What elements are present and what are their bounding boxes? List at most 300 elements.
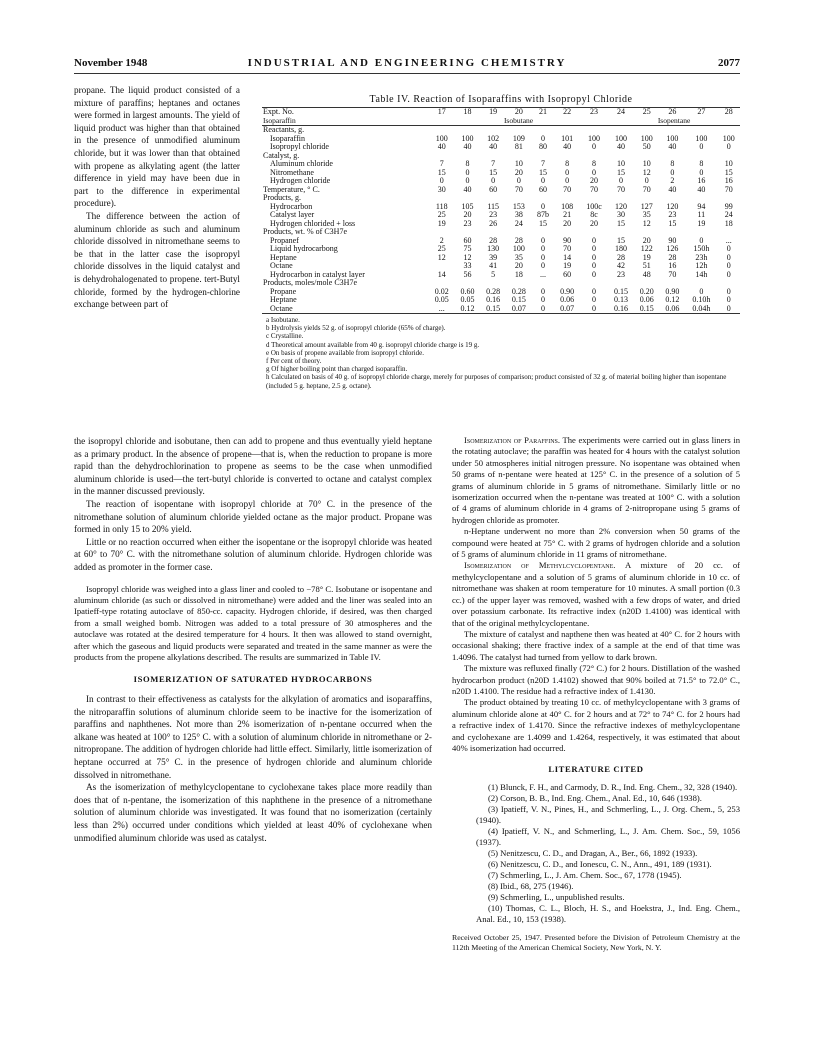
table-cell: 0.06 [639,295,654,304]
table-cell: 38 [514,210,523,219]
table-cell: 0 [540,133,545,143]
table-cell: 0 [644,176,649,185]
header-cell: 18 [455,108,481,117]
table-cell: 0 [516,176,521,185]
table-cell: 0.15 [511,295,526,304]
table-cell: 16 [697,176,706,185]
table-footnote: g Of higher boiling point than charged isoparaffin. [266,365,408,374]
table-cell: 0.16 [608,305,634,314]
table-cell: 100 [695,133,708,143]
page-number: 2077 [718,57,740,69]
table-cell: 0 [717,305,740,314]
table-cell: 0 [592,142,597,151]
row-label: Hydrocarbon in catalyst layer [270,269,365,279]
table-cell: 8 [465,159,470,168]
table-cell: 19 [642,252,651,262]
table-cell: 0 [532,305,555,314]
table-cell: ... [539,269,546,279]
table-cell: 48 [642,269,651,279]
reference-item: (7) Schmerling, L., J. Am. Chem. Soc., 67, 1778 (1945). [488,869,682,880]
table-cell: 2 [670,176,675,185]
table-cell: 100c [586,201,602,211]
table-cell: 126 [666,244,679,253]
table-cell: 0.90 [665,286,680,296]
body-paragraph: In contrast to their effectiveness as catalysts for the alkylation of aromatics and isoparaffins, the nitroparaffin solutions of aluminum chloride seem to be inactive for the isomerization of paraffins and naphthenes. Not more than 2% isomerization of n-pentane occurred when the alkane was heated at 100° to 125° C. with a solution of aluminum chloride in nitromethane or 2-nitropropane. The addition of hydrogen chloride had little effect. Similarly, little isomerization of heptane occurred at 75° C. in the presence of hydrogen chloride and aluminum chloride dissolved in nitromethane. [74,693,432,780]
table-cell: 90 [563,235,572,245]
table-row [262,169,740,178]
table-cell: 70 [563,244,572,253]
table-cell: 100 [435,133,448,143]
table-cell: 81 [514,142,523,151]
body-paragraph: Little or no reaction occurred when either the isopentane or the isopropyl chloride was heated at 60° to 70° C. with the nitromethane solution of aluminum chloride. Hydrogen chloride was added as promoter in the former case. [74,536,432,572]
row-label: Aluminum chloride [270,159,333,168]
table-cell: 7 [540,159,545,168]
table-cell: 12h [695,261,708,270]
table-cell: 0.07 [506,305,532,314]
row-label: Octane [270,261,293,270]
table-cell: 0 [670,167,675,177]
table-cell: 0 [565,167,570,177]
header-cell: Isoparaffin [262,117,429,126]
table-cell: 87b [536,210,549,219]
table-cell: 21 [563,210,572,219]
table-cell: 0.06 [560,295,575,304]
reference-item: (2) Corson, B. B., Ind. Eng. Chem., Anal. Ed., 10, 646 (1938). [488,792,702,803]
table-cell: 28 [489,235,498,245]
table-cell: 0 [592,235,597,245]
table-cell: ... [725,235,732,245]
table-cell: 0 [592,244,597,253]
table-cell: 40 [437,142,446,151]
table-cell: 180 [614,244,627,253]
table-cell: 0 [465,176,470,185]
table-cell: 70 [514,184,523,194]
table-footnote: a Isobutane. [266,316,300,324]
table-cell: 14 [437,269,446,279]
table-cell: 0.15 [634,305,660,314]
table-cell: 0 [726,244,731,253]
table-cell: 24 [514,218,523,228]
paragraph-text: The product obtained by treating 10 cc. of methylcyclopentane with 3 grams of aluminum chloride alone at 40° C. for 2 hours and at 72° to 74° C. for 2 hours had a refractive index of 1.4170. Since the refractive indexes of methylcyclopentane and cyclohexane are 1.4099 and 1.4264, respectively, it was estimated that about 40% isomerization had occurred. [452,697,740,753]
table-cell: 150h [693,244,710,253]
table-cell: 90 [668,235,677,245]
row-label: Heptane [270,252,297,262]
table-cell: 100 [614,133,627,143]
body-paragraph [452,663,740,697]
table-footnote: f Per cent of theory. [266,357,322,366]
table-cell: 100 [588,133,601,143]
table-cell: 12 [642,218,651,228]
table-cell: 20 [563,218,572,228]
table-cell: 0 [726,261,731,270]
table-cell: 40 [489,142,498,151]
table-cell: 8c [590,210,598,219]
table-row [262,305,740,314]
table-cell: 109 [512,133,525,143]
row-label: Nitromethane [270,167,314,177]
table-cell: 60 [563,269,572,279]
row-label: Products, moles/mole C3H7e [263,278,357,287]
reference-item: (10) Thomas, C. L., Bloch, H. S., and Hoekstra, J., Ind. Eng. Chem., Anal. Ed., 10, 153 (1938). [476,902,740,924]
body-paragraph [452,697,740,754]
table-cell: 15 [616,218,625,228]
table-cell: 0 [540,261,545,270]
table-cell: 33 [463,261,472,270]
table-cell: 0 [540,244,545,253]
table-cell: 0 [592,269,597,279]
table-cell: 20 [514,261,523,270]
row-label: Hydrogen chloride [270,176,331,185]
header-cell: 23 [580,108,608,117]
table-footnote: e On basis of propene available from isopropyl chloride. [266,348,425,357]
reference-item: (4) Ipatieff, V. N., and Schmerling, L., J. Am. Chem. Soc., 59, 1056 (1937). [476,825,740,847]
table-cell: 0 [726,269,731,279]
reference-item: (8) Ibid., 68, 275 (1946). [488,880,574,891]
paragraph-text: The mixture of catalyst and napthene then was heated at 40° C. for 2 hours with occasional shaking; there fractive index of a sample at the end of that time was 1.4096. The catalyst had turned from yellow to dark brown. [452,628,740,662]
body-paragraph [452,526,740,560]
body-paragraph: the isopropyl chloride and isobutane, then can add to propene and thus eventually yield heptane as a primary product. In the absence of propene—that is, when the reduction to propane is more rapid than the dehydrochlorination to propene as seems to be the case when unmodified aluminum chloride is used—the tert-butyl chloride is converted to octane and catalyst complex in the manner discussed previously. [74,436,432,497]
header-cell: 17 [429,108,455,117]
table-cell: 10 [616,159,625,168]
table-cell: 60 [463,235,472,245]
table-cell: 0 [540,252,545,262]
table-cell: 30 [437,184,446,194]
header-cell: Isobutane [429,117,608,126]
table-cell: 40 [697,184,706,194]
table-cell: 20 [514,167,523,177]
table-footnote: h Calculated on basis of 40 g. of isopropyl chloride charge, merely for purposes of comparison; product consisted of 32 g. of material boiling higher than isopentane (included 5 g. heptane, 2.5 g. octane). [266,373,727,390]
table-cell: 23h [695,252,708,262]
experimental-paragraph: Isopropyl chloride was weighed into a glass liner and cooled to −78° C. Isobutane or isopentane and aluminum chloride (as such or dissolved in nitromethane) were added and the liner was sealed into an Ipatieff-type rotating autoclave of 850-cc. capacity. Hydrogen chloride, if desired, was then charged from a small weighed bomb. Nitrogen was added to a total pressure of 30 atmospheres and the autoclave was rotated at the desired temperature for 4 hours. It then was allowed to stand overnight, after which the gaseous and liquid products were separated and treated in the same manner as were the products from the propene alkylations described. The results are summarized in Table IV. [74,583,432,662]
table-cell: 11 [697,210,706,219]
table-cell: 2 [439,235,444,245]
table-cell: 8 [670,159,675,168]
table-cell: 12 [642,167,651,177]
row-label: Products, wt. % of C3H7e [263,227,347,236]
table-cell: 26 [489,218,498,228]
header-cell: 22 [554,108,580,117]
table-cell: 115 [487,201,500,211]
table-cell: 0 [540,235,545,245]
table-cell: 40 [668,184,677,194]
table-cell: 0 [592,295,597,304]
table-footnote: b Hydrolysis yields 52 g. of isopropyl chloride (65% of charge). [266,324,446,333]
table-cell: 120 [666,201,679,211]
table-cell: 10 [514,159,523,168]
table-cell: 35 [514,252,523,262]
table-cell: 0 [699,286,704,296]
table-cell: 0 [540,176,545,185]
table-cell: 105 [461,201,474,211]
header-cell: Expt. No. [262,108,429,117]
table-iv-grid [262,107,740,314]
run-in-head: Isomerization of Paraffins. [464,435,561,445]
table-cell: 20 [463,210,472,219]
table-cell: 0 [580,305,608,314]
section-title: ISOMERIZATION OF SATURATED HYDROCARBONS [133,674,373,685]
table-cell: 35 [642,210,651,219]
table-cell: 15 [489,167,498,177]
body-paragraph [452,435,740,526]
table-cell: 70 [563,184,572,194]
table-cell: 70 [590,184,599,194]
table-cell: 15 [538,218,547,228]
table-cell: 0.28 [511,286,526,296]
row-label: Propanef [270,235,299,245]
table-cell: 28 [514,235,523,245]
table-cell: 18 [514,269,523,279]
row-label: Reactants, g. [263,125,305,134]
table-cell: 153 [512,201,525,211]
paragraph-text: The mixture was refluxed finally (72° C.) for 2 hours. Distillation of the washed hydrocarbon product (n20D 1.4102) showed that 90% boiled at 71.5° to 72.0° C., n20D 1.4100. The residue had a refractive index of 1.4130. [452,663,740,696]
table-cell: 0 [726,286,731,296]
table-subheader-row [262,117,740,126]
table-cell: 41 [489,261,498,270]
reference-item: (1) Blunck, F. H., and Carmody, D. R., Ind. Eng. Chem., 32, 328 (1940). [488,781,738,792]
issue-date: November 1948 [74,57,148,69]
table-cell: 127 [640,201,653,211]
table-cell: 130 [487,244,500,253]
reference-item: (5) Nenitzescu, C. D., and Dragan, A., Ber., 66, 1892 (1933). [488,847,698,858]
table-cell: 0 [592,286,597,296]
table-cell: 20 [642,235,651,245]
running-header [74,57,740,74]
table-cell: 0 [565,176,570,185]
table-row [262,186,740,195]
table-cell: 5 [491,269,496,279]
table-cell: 15 [616,167,625,177]
table-cell: 23 [616,269,625,279]
table-cell: 0.04h [685,305,717,314]
table-cell: 0 [699,142,704,151]
reference-item: (9) Schmerling, L., unpublished results. [488,891,625,902]
table-cell: 0 [726,295,731,304]
table-cell: 28 [668,252,677,262]
table-cell: 8 [565,159,570,168]
table-cell: 23 [463,218,472,228]
table-cell: 100 [666,133,679,143]
table-cell: 100 [461,133,474,143]
table-cell: 108 [561,201,574,211]
table-cell: 12 [463,252,472,262]
table-cell: 0 [540,286,545,296]
header-cell: Isopentane [608,117,740,126]
table-cell: 70 [668,269,677,279]
table-cell: 0.20 [639,286,654,296]
table-cell: 60 [538,184,547,194]
row-label: Catalyst layer [270,210,315,219]
table-cell: 30 [616,210,625,219]
table-cell: 102 [487,133,500,143]
body-paragraph: As the isomerization of methylcyclopentane to cyclohexane takes place more readily than does that of n-pentane, the isomerization of this naphthene in the presence of a nitromethane solution of aluminum chloride was investigated. It was found that no isomerization (certainly less than 2%) occurred under conditions which yielded at least 40% of cyclohexane when unmodified aluminum chloride was used as catalyst. [74,782,432,843]
table-cell: 100 [512,244,525,253]
row-label: Temperature, ° C. [263,184,320,194]
table-cell: 0.05 [460,295,475,304]
table-cell: 14 [563,252,572,262]
table-cell: 0.12 [665,295,680,304]
table-cell: 0.12 [455,305,481,314]
table-cell: 70 [642,184,651,194]
table-cell: 0 [592,261,597,270]
paragraph-text: n-Heptane underwent no more than 2% conversion when 50 grams of the compound were heated at 75° C. with 2 grams of hydrogen chloride and a solution of 5 grams of aluminum chloride in 11 grams of nitromethane. [452,526,740,560]
table-cell: 19 [437,218,446,228]
reference-item: (3) Ipatieff, V. N., Pines, H., and Schmerling, L., J. Org. Chem., 5, 253 (1940). [476,803,740,825]
reference-list [452,782,740,925]
table-cell: 0 [699,167,704,177]
left-column [74,435,432,844]
table-cell: 80 [538,142,547,151]
table-cell: 0 [592,167,597,177]
table-cell: 0.13 [613,295,628,304]
row-label: Isoparaffin [270,133,305,143]
row-label: Propane [270,286,297,296]
table-cell: 15 [616,235,625,245]
table-cell: 0 [699,235,704,245]
table-row [262,143,740,152]
table-cell: 0 [491,176,496,185]
row-label: Liquid hydrocarbong [270,244,338,253]
row-label: Hydrogen chlorided + loss [270,218,356,228]
header-cell: 24 [608,108,634,117]
table-cell: 14h [695,269,708,279]
table-cell: 16 [668,261,677,270]
row-label: Octane [262,305,429,314]
header-cell: 20 [506,108,532,117]
table-cell: 7 [491,159,496,168]
table-cell: 40 [616,142,625,151]
table-cell: 0.60 [460,286,475,296]
body-paragraph [452,629,740,663]
table-cell: 94 [697,201,706,211]
table-title: Table IV. Reaction of Isoparaffins with Isopropyl Chloride [369,94,633,105]
table-cell: 20 [590,176,599,185]
table-cell: 100 [640,133,653,143]
table-cell: 28 [616,252,625,262]
table-cell: 50 [642,142,651,151]
row-label: Heptane [270,295,297,304]
table-cell: 40 [463,142,472,151]
table-cell: 10 [724,159,733,168]
table-cell: 0.15 [480,305,506,314]
literature-title: LITERATURE CITED [548,764,644,775]
table-cell: 101 [561,133,574,143]
table-cell: 118 [435,201,448,211]
table-cell: 10 [642,159,651,168]
table-cell: 19 [563,261,572,270]
table-cell: 70 [616,184,625,194]
table-cell: 23 [668,210,677,219]
lead-column [74,84,240,311]
table-cell: 122 [640,244,653,253]
table-cell: 18 [724,218,733,228]
table-cell: 25 [437,244,446,253]
table-cell: 120 [614,201,627,211]
table-cell: 0 [540,295,545,304]
table-footnote: d Theoretical amount available from 40 g. isopropyl chloride charge is 19 g. [266,340,480,349]
journal-title: INDUSTRIAL AND ENGINEERING CHEMISTRY [247,57,567,69]
table-cell: 0.07 [554,305,580,314]
table-cell: 7 [439,159,444,168]
lead-paragraph: propane. The liquid product consisted of a mixture of paraffins; heptanes and octanes were formed in largest amounts. The yield of liquid product was higher than that obtained in the presence of unmodified aluminum chloride, but it was lower than that obtained with propene as alkylating agent (the latter difference in yield may have been due in part to the difference in experimental procedure). [74,85,240,209]
table-cell: 51 [642,261,651,270]
table-cell: 0.02 [434,286,449,296]
table-cell: 40 [668,142,677,151]
header-cell: 19 [480,108,506,117]
header-cell: 28 [717,108,740,117]
paragraph-text: A mixture of 20 cc. of methylcyclopentane and a solution of 5 grams of aluminum chloride in 10 cc. of nitromethane was shaken at room temperature for 10 minutes. A small portion (0.3 cc.) of the upper layer was removed, washed with a few drops of water, and dried over potassium carbonate. Its refractive index (n20D 1.4100) was identical with that of the original methylcyclopentane. [452,560,740,628]
table-cell: 15 [437,167,446,177]
table-cell: 23 [489,210,498,219]
table-cell: 56 [463,269,472,279]
table-cell: 0.90 [560,286,575,296]
table-cell: 70 [724,184,733,194]
lead-paragraph: The difference between the action of aluminum chloride as such and aluminum chloride dissolved in nitromethane seems to be that in the latter case the isopropyl chloride dissolves in the liquid catalyst and is dehydrohalogenated to propene. tert-Butyl chloride, formed by the hydrogen-chlorine exchange between part of [74,210,240,310]
received-note: Received October 25, 1947. Presented before the Division of Petroleum Chemistry at the 112th Meeting of the American Chemical Society, New York, N. Y. [452,932,740,952]
table-cell: 0.16 [486,295,501,304]
body-paragraph [452,560,740,628]
table-cell: 19 [697,218,706,228]
table-cell: 42 [616,261,625,270]
table-cell: 0 [439,176,444,185]
row-label: Catalyst, g. [263,150,300,160]
table-cell: 0.06 [660,305,686,314]
table-cell: 75 [463,244,472,253]
table-footnote: c Crystalline. [266,332,304,341]
table-cell: ... [429,305,455,314]
table-cell: 16 [724,176,733,185]
table-cell: 15 [668,218,677,228]
table-cell: 39 [489,252,498,262]
table-cell: 0 [618,176,623,185]
table-cell: 40 [563,142,572,151]
table-cell: 0 [465,167,470,177]
table-cell: 25 [437,210,446,219]
table-cell: 100 [722,133,735,143]
table-cell: 60 [489,184,498,194]
table-cell: 12 [437,252,446,262]
table-cell: 24 [724,210,733,219]
paragraph-text: The experiments were carried out in glass liners in the rotating autoclave; the paraffin was heated for 4 hours with the catalyst solution under 50 atmospheres initial nitrogen pressure. No isopentane was obtained when 50 grams of n-pentane were heated at 125° C. in the presence of a solution of 5 grams of aluminum chloride in 5 grams of nitromethane. Similarly little or no isomerization occurred when the n-pentane was treated at 100° C. with a solution of 4 grams of aluminum chloride in 4 grams of 2-nitropropane using 5 grams of hydrogen chloride as promoter. [452,435,740,525]
table-cell: 40 [463,184,472,194]
table-cell: 0.05 [434,295,449,304]
table-cell: 0 [726,252,731,262]
table-footnotes [262,316,740,390]
table-cell: 0 [726,142,731,151]
table-row [262,160,740,169]
table-cell: 15 [724,167,733,177]
run-in-head: Isomerization of Methylcyclopentane. [464,560,616,571]
table-cell: 0 [592,252,597,262]
header-cell: 25 [634,108,660,117]
table-cell: 15 [538,167,547,177]
table-cell: 8 [699,159,704,168]
header-cell: 21 [532,108,555,117]
row-label: Isopropyl chloride [270,142,329,151]
table-cell: 20 [590,218,599,228]
row-label: Products, g. [263,193,301,202]
table-cell: 0.28 [486,286,501,296]
header-cell: 26 [660,108,686,117]
right-column [452,435,740,953]
table-cell: 0 [540,201,545,211]
table-iv [262,94,740,390]
table-cell: 99 [724,201,733,211]
table-cell: 0.10h [692,295,711,304]
row-label: Hydrocarbon [270,201,313,211]
table-cell: 0.15 [613,286,628,296]
reference-item: (6) Nenitzescu, C. D., and Ionescu, C. N., Ann., 491, 189 (1931). [488,858,712,869]
body-paragraph: The reaction of isopentane with isopropyl chloride at 70° C. in the presence of the nitromethane solution of aluminum chloride yielded octane as the major product. Propane was formed in only 15 to 20% yield. [74,498,432,535]
